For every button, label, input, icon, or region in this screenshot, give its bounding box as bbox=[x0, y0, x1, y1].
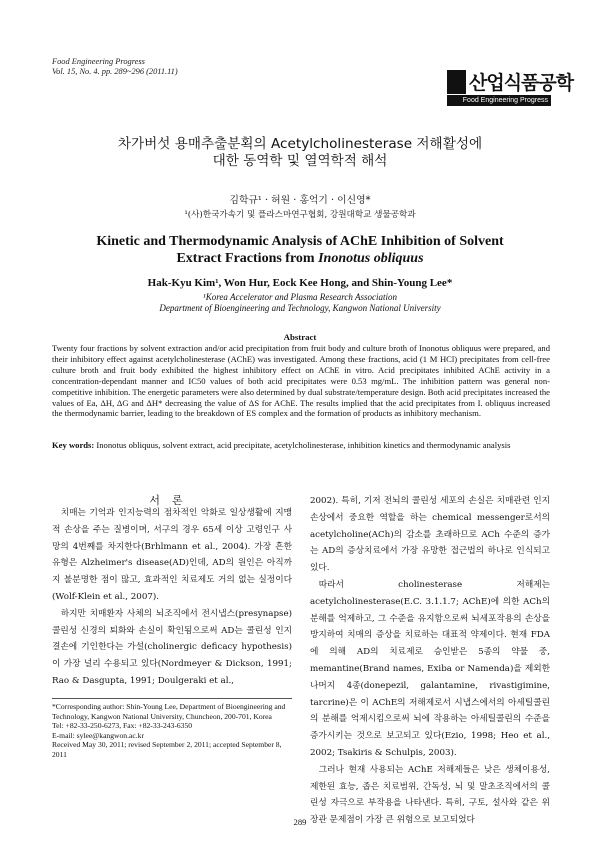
footnote-email: E-mail: sylee@kangwon.ac.kr bbox=[52, 730, 144, 740]
section-heading-introduction: 서론 bbox=[149, 494, 195, 507]
english-title-line1: Kinetic and Thermodynamic Analysis of AChE Inhibition of Solvent bbox=[96, 234, 504, 249]
journal-logo bbox=[447, 70, 574, 110]
logo-english-name: Food Engineering Progress bbox=[447, 95, 551, 106]
english-title-line2 bbox=[0, 250, 600, 267]
english-affiliation-line1: ¹Korea Accelerator and Plasma Research Association bbox=[203, 292, 397, 302]
abstract-body bbox=[52, 343, 550, 419]
right-column bbox=[310, 493, 550, 829]
footnote-received: Received May 30, 2011; revised September 2, 2011; accepted September 8, 2011 bbox=[52, 740, 282, 759]
keywords bbox=[52, 440, 550, 451]
intro-paragraph-2: 하지만 치매환자 사체의 뇌조직에서 전시냅스(presynapse) 콜린성 신경의 퇴화와 손실이 확인됨으로써 AD는 콜린성 인지결손에 기인한다는 가설(cholinergic deficacy hypothesis)이 가장 널리 수용되고 있다(Nordmeyer & Dickson, 1991; Rao & Dasgupta, 1991; Doulgeraki et al., bbox=[52, 608, 292, 686]
journal-name: Food Engineering Progress bbox=[52, 57, 145, 66]
intro-paragraph-3: 2002). 특히, 기저 전뇌의 콜린성 세포의 손실은 치매관련 인지손상에서 중요한 역할을 하는 chemical messenger로서의 acetylcholine(ACh)의 감소를 초래하므로 ACh 수준의 증가는 AD의 증상치료에서 가장 유망한 접근법의 하나로 인식되고 있다. bbox=[310, 496, 550, 574]
english-title-prefix: Extract Fractions from bbox=[176, 251, 319, 266]
korean-title-line1: 차가버섯 용매추출분획의 Acetylcholinesterase 저해활성에 bbox=[117, 136, 483, 152]
intro-paragraph-4: 따라서 cholinesterase 저해제는 acetylcholinesterase(E.C. 3.1.1.7; AChE)에 의한 ACh의 분해를 억제하고, 그 수준을 유지함으로써 뇌세포작용의 손상을 방지하여 치매의 증상을 치료하는 대표적 약제이다. 현재 FDA에 의해 AD의 치료제로 승인받은 5종의 약물 중, memantine(Brand names, Exiba or Namenda)을 제외한 나머지 4종(donepezil, galantamine, rivastigimine, tarcrine)은 이 AChE의 저해제로서 시냅스에서의 아세틸콜린의 분해를 억제시킴으로써 뇌에 작용하는 아세틸콜린의 수준을 증가시키는 것으로 보고되고 있다(Ezio, 1998; Heo et al., 2002; Tsakiris & Schulpis, 2003). bbox=[310, 579, 550, 758]
footnote bbox=[52, 702, 292, 760]
left-column bbox=[52, 505, 292, 690]
page-number: 289 bbox=[293, 817, 307, 827]
footnote-tel: Tel: +82-33-250-6273, Fax: +82-33-243-6350 bbox=[52, 721, 193, 731]
abstract-heading: Abstract bbox=[283, 332, 317, 342]
english-title-species: Inonotus obliquus bbox=[318, 251, 424, 266]
journal-volume: Vol. 15, No. 4. pp. 289~296 (2011.11) bbox=[52, 67, 178, 76]
intro-paragraph-5: 그러나 현재 사용되는 AChE 저해제들은 낮은 생체이용성, 제한된 효능, 좁은 치료범위, 간독성, 뇌 및 말초조직에서의 콜린성 자극으로 부작용을 나타낸다. 특히, 구토, 설사와 같은 위장관 문제점이 가장 큰 위험으로 보고되었다 bbox=[310, 764, 550, 826]
abstract-text: Twenty four fractions by solvent extraction and/or acid precipitation from fruit body and culture broth of Inonotus obliquus were prepared, and their inhibitory effect against acetylcholinesterase (AChE) was investigated. Among these fractions, acid (1 M HCl) precipitates from cell-free culture broth and fruit body exhibited the highest inhibitory effect on AChE in vitro. Acid precipitates inhibited AChE activity in a concentration-dependant manner and IC50 values of both acid precipitates were 0.53 mg/mL. The inhibition pattern was general non-competitive inhibition. The energetic parameters were also determined by dual substrate/temperature design. Both acid precipitates increased the values of Ea, ΔH, ΔG and ΔH* decreasing the value of ΔS for AChE. The results implied that the acid precipitates from I. obliquus increased the thermodynamic barrier, leading to the breakdown of ES complex and the formation of products as inhibitory mechanism. bbox=[52, 343, 550, 419]
english-authors: Hak-Kyu Kim¹, Won Hur, Eock Kee Hong, and Shin-Young Lee* bbox=[147, 277, 453, 289]
keywords-text: Inonotus obliquus, solvent extract, acid precipitate, acetylcholinesterase, inhibition kinetics and thermodynamic analysis bbox=[94, 440, 511, 450]
english-affiliation-line2: Department of Bioengineering and Technology, Kangwon National University bbox=[159, 303, 441, 313]
logo-korean-name: 산업식품공학 bbox=[469, 72, 574, 94]
korean-authors: 김학규¹ · 허원 · 홍억기 · 이신영* bbox=[229, 195, 371, 206]
journal-header bbox=[52, 57, 178, 77]
footnote-corresponding: *Corresponding author: Shin-Young Lee, Department of Bioengineering and Technology, Kangwon National University, Chuncheon, 200-701, Korea bbox=[52, 702, 286, 721]
korean-affiliation: ¹(사)한국가속기 및 플라스마연구협회, 강원대학교 생물공학과 bbox=[184, 210, 416, 220]
korean-title-line2: 대한 동역학 및 열역학적 해석 bbox=[212, 153, 388, 169]
intro-paragraph-1: 치매는 기억과 인지능력의 점차적인 악화로 일상생활에 지맹적 손상을 주는 질병이며, 서구의 경우 65세 이상 고령인구 사망의 4번째를 차지한다(Brhlmann et al., 2004). 가장 흔한 유형은 Alzheimer's disease(AD)인데, AD의 원인은 아직까지 불분명한 점이 많고, 효과적인 치료제도 거의 없는 실정이다(Wolf-Klein et al., 2007). bbox=[52, 508, 292, 602]
logo-mark bbox=[447, 70, 466, 94]
footnote-rule bbox=[52, 698, 292, 699]
keywords-label: Key words: bbox=[52, 440, 95, 450]
